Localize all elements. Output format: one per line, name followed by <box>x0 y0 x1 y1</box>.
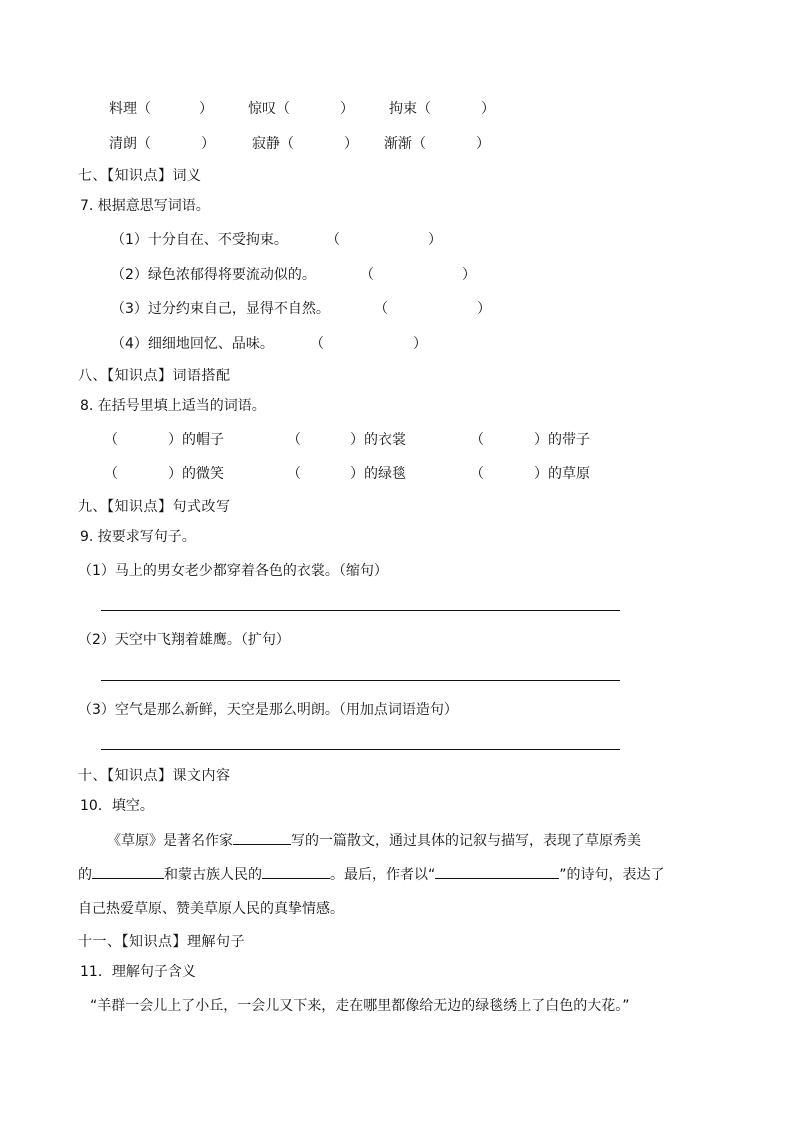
q9-item-2: （2）天空中飞翔着雄鹰。（扩句） <box>78 632 290 648</box>
section-11-heading: 十一、【知识点】理解句子 <box>78 934 245 950</box>
q9-answer-line-2[interactable] <box>101 680 620 681</box>
word-jianjian: 渐渐（ <box>384 136 426 152</box>
question-9: 9. 按要求写句子。 <box>80 529 196 545</box>
section-10-heading: 十、【知识点】课文内容 <box>78 768 231 784</box>
q10-blank-scenery[interactable] <box>92 864 164 879</box>
q7-item-4-close: ） <box>413 336 427 352</box>
q7-item-2: （2）绿色浓郁得将要流动似的。 <box>111 267 316 283</box>
q10-blank-author[interactable] <box>233 830 291 845</box>
q10-paragraph-line-2 <box>78 864 665 885</box>
question-10: 10．填空。 <box>80 798 154 814</box>
word-liaoli-close: ） <box>199 101 213 117</box>
q11-quote: “羊群一会儿上了小丘，一会儿又下来，走在哪里都像给无边的绿毯绣上了白色的大花。” <box>90 998 630 1014</box>
q7-item-1-open: （ <box>326 232 340 248</box>
q8-blank-1-open: （ <box>104 432 118 448</box>
q10-blank-poem[interactable] <box>435 864 559 879</box>
question-11: 11．理解句子含义 <box>80 964 196 980</box>
q10-blank-people[interactable] <box>262 864 330 879</box>
q8-smile: ）的微笑 <box>168 466 224 482</box>
q7-item-1-close: ） <box>428 232 442 248</box>
q7-item-4: （4）细细地回忆、品味。 <box>111 336 274 352</box>
word-jingtan: 惊叹（ <box>248 101 290 117</box>
q8-blank-4-open: （ <box>104 466 118 482</box>
q9-item-3: （3）空气是那么新鲜，天空是那么明朗。（用加点词语造句） <box>78 702 458 718</box>
question-8: 8. 在括号里填上适当的词语。 <box>80 398 266 414</box>
q10-paragraph-line-3: 自己热爱草原、赞美草原人民的真挚情感。 <box>78 901 344 917</box>
section-9-heading: 九、【知识点】句式改写 <box>78 499 231 515</box>
word-jijing-close: ） <box>344 136 358 152</box>
q10-text-1a: 《草原》是著名作家 <box>107 833 233 849</box>
q8-clothes: ）的衣裳 <box>350 432 406 448</box>
q10-text-2c: 。最后，作者以“ <box>330 867 436 883</box>
q8-blank-2-open: （ <box>287 432 301 448</box>
word-qinglang-close: ） <box>201 136 215 152</box>
section-8-heading: 八、【知识点】词语搭配 <box>78 368 231 384</box>
q7-item-3-close: ） <box>477 301 491 317</box>
word-jushu: 拘束（ <box>389 101 431 117</box>
q8-blank-6-open: （ <box>470 466 484 482</box>
section-7-heading: 七、【知识点】词义 <box>78 168 202 184</box>
q9-item-1: （1）马上的男女老少都穿着各色的衣裳。（缩句） <box>78 563 388 579</box>
q10-text-2b: 和蒙古族人民的 <box>164 867 262 883</box>
word-jianjian-close: ） <box>476 136 490 152</box>
q10-text-2d: ”的诗句，表达了 <box>559 867 665 883</box>
q9-answer-line-3[interactable] <box>101 749 620 750</box>
q8-grassland: ）的草原 <box>534 466 590 482</box>
word-jingtan-close: ） <box>340 101 354 117</box>
q7-item-3: （3）过分约束自己，显得不自然。 <box>111 301 330 317</box>
q9-answer-line-1[interactable] <box>101 610 620 611</box>
q8-green-carpet: ）的绿毯 <box>350 466 406 482</box>
q7-item-2-open: （ <box>360 267 374 283</box>
word-qinglang: 清朗（ <box>109 136 151 152</box>
word-liaoli: 料理（ <box>109 101 151 117</box>
question-7: 7. 根据意思写词语。 <box>80 198 210 214</box>
q8-blank-3-open: （ <box>470 432 484 448</box>
q7-item-2-close: ） <box>462 267 476 283</box>
word-jijing: 寂静（ <box>252 136 294 152</box>
q8-belt: ）的带子 <box>534 432 590 448</box>
q8-hat: ）的帽子 <box>168 432 224 448</box>
q8-blank-5-open: （ <box>287 466 301 482</box>
q10-paragraph-line-1 <box>107 830 641 851</box>
q7-item-3-open: （ <box>374 301 388 317</box>
q10-text-1b: 写的一篇散文，通过具体的记叙与描写，表现了草原秀美 <box>291 833 641 849</box>
q7-item-4-open: （ <box>310 336 324 352</box>
q7-item-1: （1）十分自在、不受拘束。 <box>111 232 288 248</box>
q10-text-2a: 的 <box>78 867 92 883</box>
word-jushu-close: ） <box>481 101 495 117</box>
